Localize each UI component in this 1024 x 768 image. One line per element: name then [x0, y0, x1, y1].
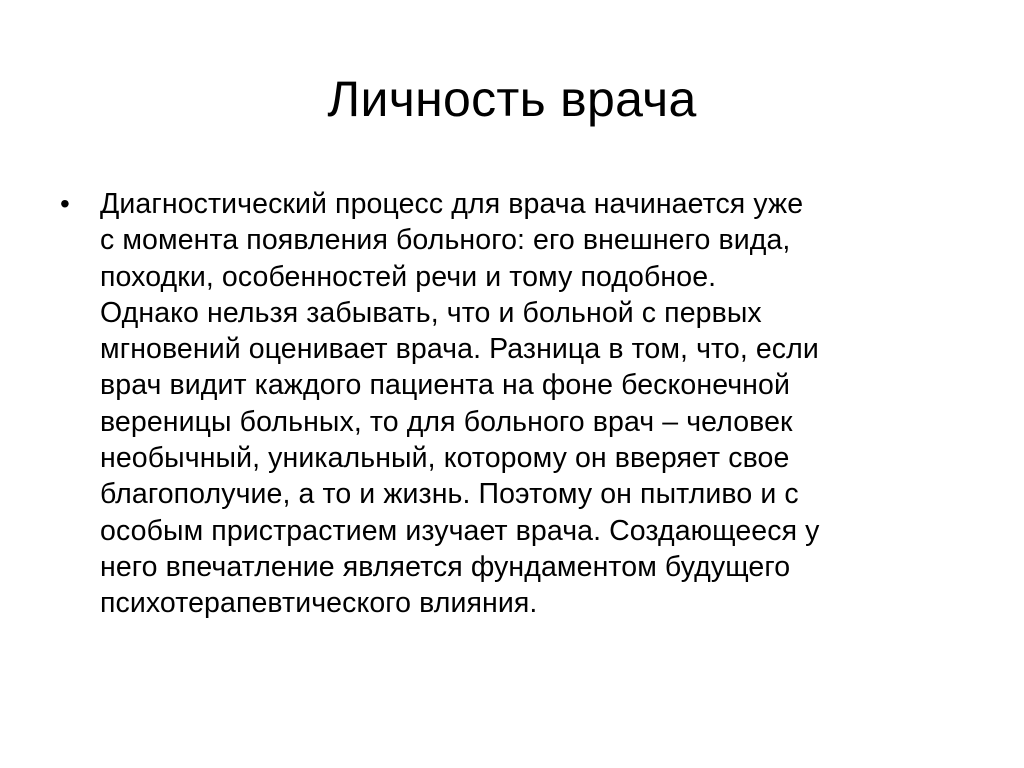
bullet-text [100, 186, 980, 622]
slide-title: Личность врача [327, 71, 697, 127]
bullet-text-line: походки, особенностей речи и тому подобное. [100, 260, 717, 293]
bullet-text-line: вереницы больных, то для больного врач – человек [100, 405, 793, 438]
bullet-icon: • [60, 188, 70, 219]
bullet-text-line: с момента появления больного: его внешнего вида, [100, 224, 791, 257]
bullet-text-line: психотерапевтического влияния. [100, 587, 538, 620]
bullet-text-line: Диагностический процесс для врача начинается уже [100, 188, 804, 220]
bullet-text-line: мгновений оценивает врача. Разница в том, что, если [100, 333, 819, 366]
bullet-text-line: врач видит каждого пациента на фоне бесконечной [100, 369, 790, 402]
bullet-text-line: необычный, уникальный, которому он вверяет свое [100, 442, 790, 475]
bullet-list [60, 186, 980, 622]
bullet-text-line: него впечатление является фундаментом будущего [100, 550, 791, 583]
bullet-text-line: благополучие, а то и жизнь. Поэтому он пытливо и с [100, 478, 799, 511]
bullet-text-line: Однако нельзя забывать, что и больной с первых [100, 296, 762, 329]
bullet-item [60, 186, 980, 622]
bullet-text-line: особым пристрастием изучает врача. Создающееся у [100, 514, 820, 547]
